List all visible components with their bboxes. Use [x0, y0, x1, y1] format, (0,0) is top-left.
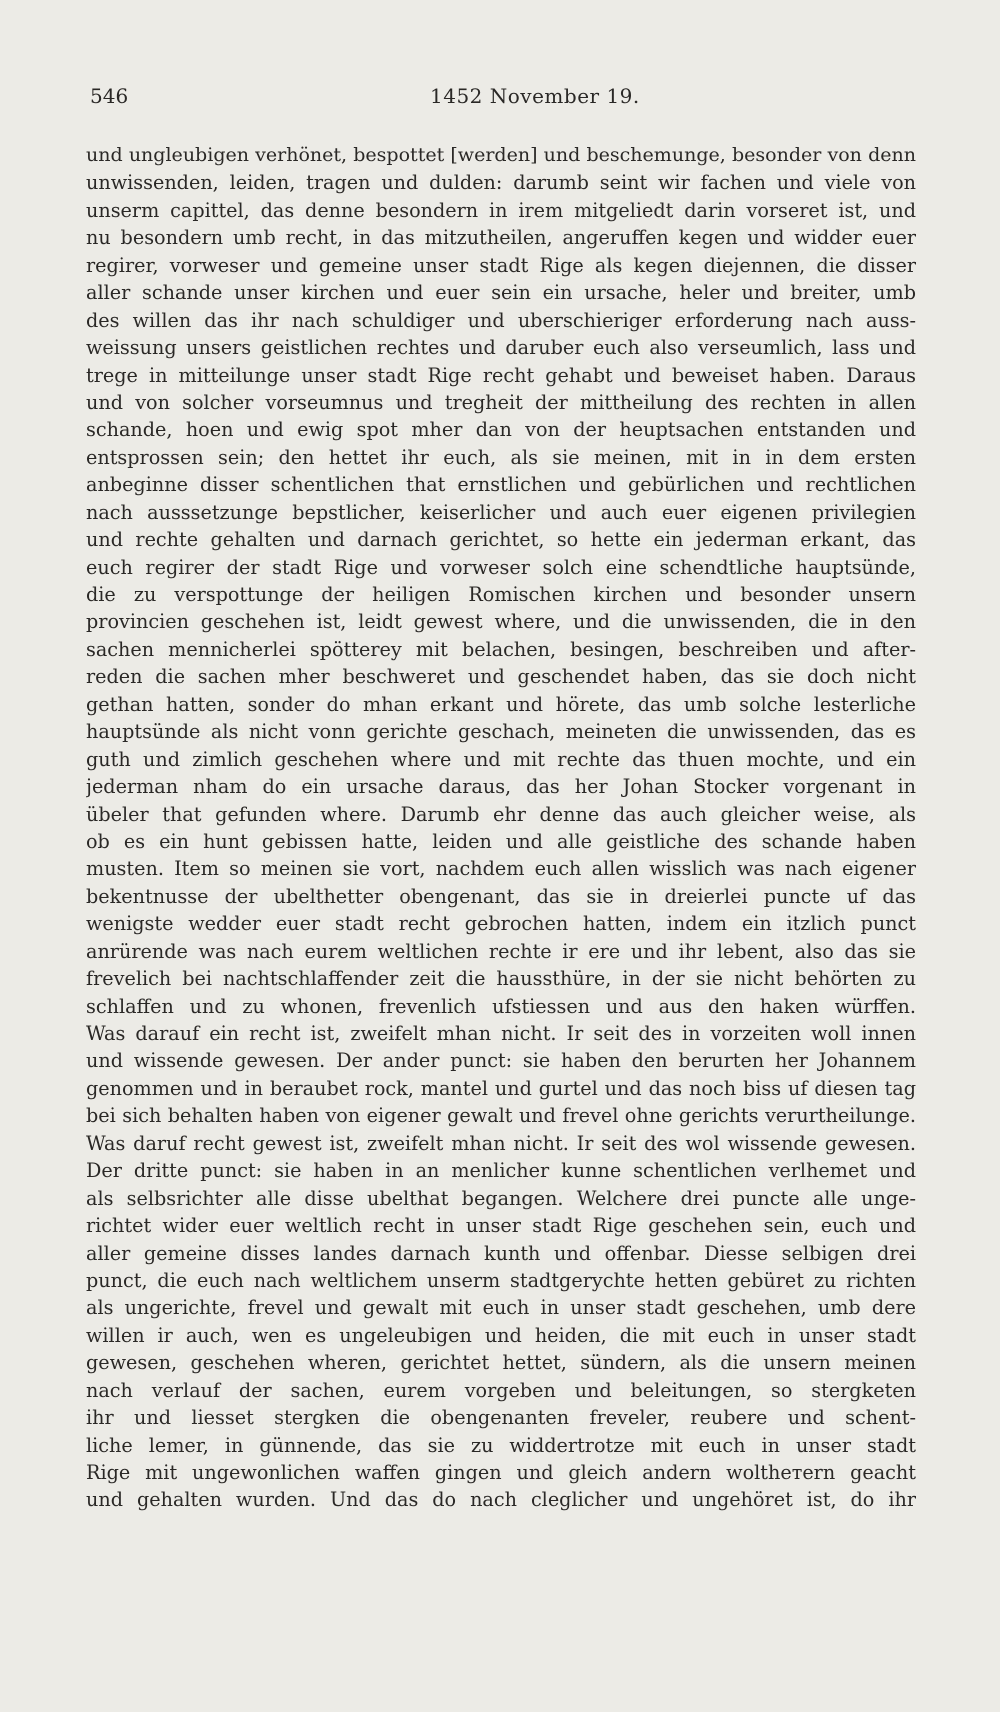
text-line: punct, die euch nach weltlichem unserm stadtgerychte hetten gebüret zu richten — [86, 1268, 916, 1292]
text-line: frevelich bei nachtschlaffender zeit die haussthüre, in der sie nicht behörten zu — [86, 967, 916, 991]
text-line: und wissende gewesen. Der ander punct: sie haben den berurten her Johannem — [86, 1049, 916, 1073]
text-line: weissung unsers geistlichen rechtes und daruber euch also verseumlich, lass und — [86, 336, 916, 360]
text-line: reden die sachen mher beschweret und geschendet haben, das sie doch nicht — [86, 665, 916, 689]
text-line: willen ir auch, wen es ungeleubigen und heiden, die mit euch in unser stadt — [86, 1323, 916, 1347]
body-text — [86, 142, 916, 1514]
page-header — [90, 84, 910, 114]
text-line: trege in mitteilunge unser stadt Rige recht gehabt und beweiset haben. Daraus — [86, 363, 916, 387]
text-line: die zu verspottunge der heiligen Romischen kirchen und besonder unsern — [86, 583, 916, 606]
text-line: und von solcher vorseumnus und tregheit der mittheilung des rechten in allen — [86, 390, 916, 414]
text-line: als selbsrichter alle disse ubelthat begangen. Welchere drei puncte alle unge- — [86, 1186, 916, 1210]
text-line: sachen mennicherlei spötterey mit belachen, besingen, beschreiben und after- — [86, 637, 916, 661]
text-line: übeler that gefunden where. Darumb ehr denne das auch gleicher weise, als — [86, 802, 916, 826]
text-line: nach ausssetzunge bepstlicher, keiserlicher und auch euer eigenen privilegien — [86, 500, 916, 524]
text-line: guth und zimlich geschehen where und mit rechte das thuen mochte, und ein — [86, 747, 916, 771]
text-line: und gehalten wurden. Und das do nach cleglicher und ungehöret ist, do ihr — [86, 1488, 916, 1512]
text-line: aller gemeine disses landes darnach kunth und offenbar. Diesse selbigen drei — [86, 1241, 916, 1265]
text-line: Was daruf recht gewest ist, zweifelt mhan nicht. Ir seit des wol wissende gewesen. — [86, 1131, 916, 1155]
text-line: und ungleubigen verhönet, bespottet [werden] und beschemunge, besonder von denn — [86, 144, 916, 166]
text-line: schande, hoen und ewig spot mher dan von der heuptsachen entstanden und — [86, 418, 916, 442]
text-line: Rige mit ungewonlichen waffen gingen und gleich andern woltheтern geacht — [86, 1461, 916, 1484]
text-line: genommen und in beraubet rock, mantel und gurtel und das noch biss uf diesen tag — [86, 1076, 916, 1100]
text-line: liche lemer, in günnende, das sie zu widdertrotze mit euch in unser stadt — [86, 1433, 916, 1457]
text-line: als ungerichte, frevel und gewalt mit euch in unser stadt geschehen, umb dere — [86, 1296, 916, 1320]
text-line: aller schande unser kirchen und euer sein ein ursache, heler und breiter, umb — [86, 281, 916, 305]
text-line: nu besondern umb recht, in das mitzutheilen, angeruffen kegen und widder euer — [86, 226, 916, 250]
text-line: unwissenden, leiden, tragen und dulden: darumb seint wir fachen und viele von — [86, 171, 916, 195]
text-line: musten. Item so meinen sie vort, nachdem euch allen wisslich was nach eigener — [86, 857, 916, 881]
text-line: wenigste wedder euer stadt recht gebrochen hatten, indem ein itzlich punct — [86, 912, 916, 936]
text-line: gewesen, geschehen wheren, gerichtet hettet, sündern, als die unsern meinen — [86, 1351, 916, 1375]
text-line: euch regirer der stadt Rige und vorweser solch eine schendtliche hauptsünde, — [86, 555, 916, 579]
text-line: schlaffen und zu whonen, frevenlich ufstiessen und aus den haken würffen. — [86, 994, 916, 1018]
text-line: und rechte gehalten und darnach gerichtet, so hette ein jederman erkant, das — [86, 528, 916, 552]
text-line: provincien geschehen ist, leidt gewest where, und die unwissenden, die in den — [86, 610, 916, 634]
text-line: bei sich behalten haben von eigener gewalt und frevel ohne gerichts verurtheilunge. — [86, 1104, 916, 1128]
running-head: 1452 November 19. — [430, 84, 640, 108]
text-line: entsprossen sein; den hettet ihr euch, als sie meinen, mit in in dem ersten — [86, 445, 916, 469]
text-line: nach verlauf der sachen, eurem vorgeben und beleitungen, so stergketen — [86, 1378, 916, 1402]
text-line: des willen das ihr nach schuldiger und uberschieriger erforderung nach auss- — [86, 308, 916, 332]
text-line: regirer, vorweser und gemeine unser stadt Rige als kegen diejennen, die disser — [86, 253, 916, 277]
text-line: ob es ein hunt gebissen hatte, leiden und alle geistliche des schande haben — [86, 829, 916, 853]
text-line: hauptsünde als nicht vonn gerichte geschach, meineten die unwissenden, das es — [86, 720, 916, 744]
text-line: richtet wider euer weltlich recht in unser stadt Rige geschehen sein, euch und — [86, 1214, 916, 1238]
text-line: anbeginne disser schentlichen that ernstlichen und gebürlichen und rechtlichen — [86, 473, 916, 497]
text-line: gethan hatten, sonder do mhan erkant und hörete, das umb solche lesterliche — [86, 692, 916, 716]
text-line: anrürende was nach eurem weltlichen rechte ir ere und ihr lebent, also das sie — [86, 939, 916, 963]
text-line: ihr und liesset stergken die obengenanten freveler, reubere und schent- — [86, 1406, 916, 1430]
text-line: Der dritte punct: sie haben in an menlicher kunne schentlichen verlhemet und — [86, 1159, 916, 1183]
text-line: Was darauf ein recht ist, zweifelt mhan nicht. Ir seit des in vorzeiten woll innen — [86, 1022, 916, 1045]
text-line: unserm capittel, das denne besondern in irem mitgeliedt darin vorseret ist, und — [86, 198, 916, 222]
page-number: 546 — [90, 84, 129, 108]
text-line: bekentnusse der ubelthetter obengenant, das sie in dreierlei puncte uf das — [86, 884, 916, 908]
text-line: jederman nham do ein ursache daraus, das her Johan Stocker vorgenant in — [86, 775, 916, 799]
